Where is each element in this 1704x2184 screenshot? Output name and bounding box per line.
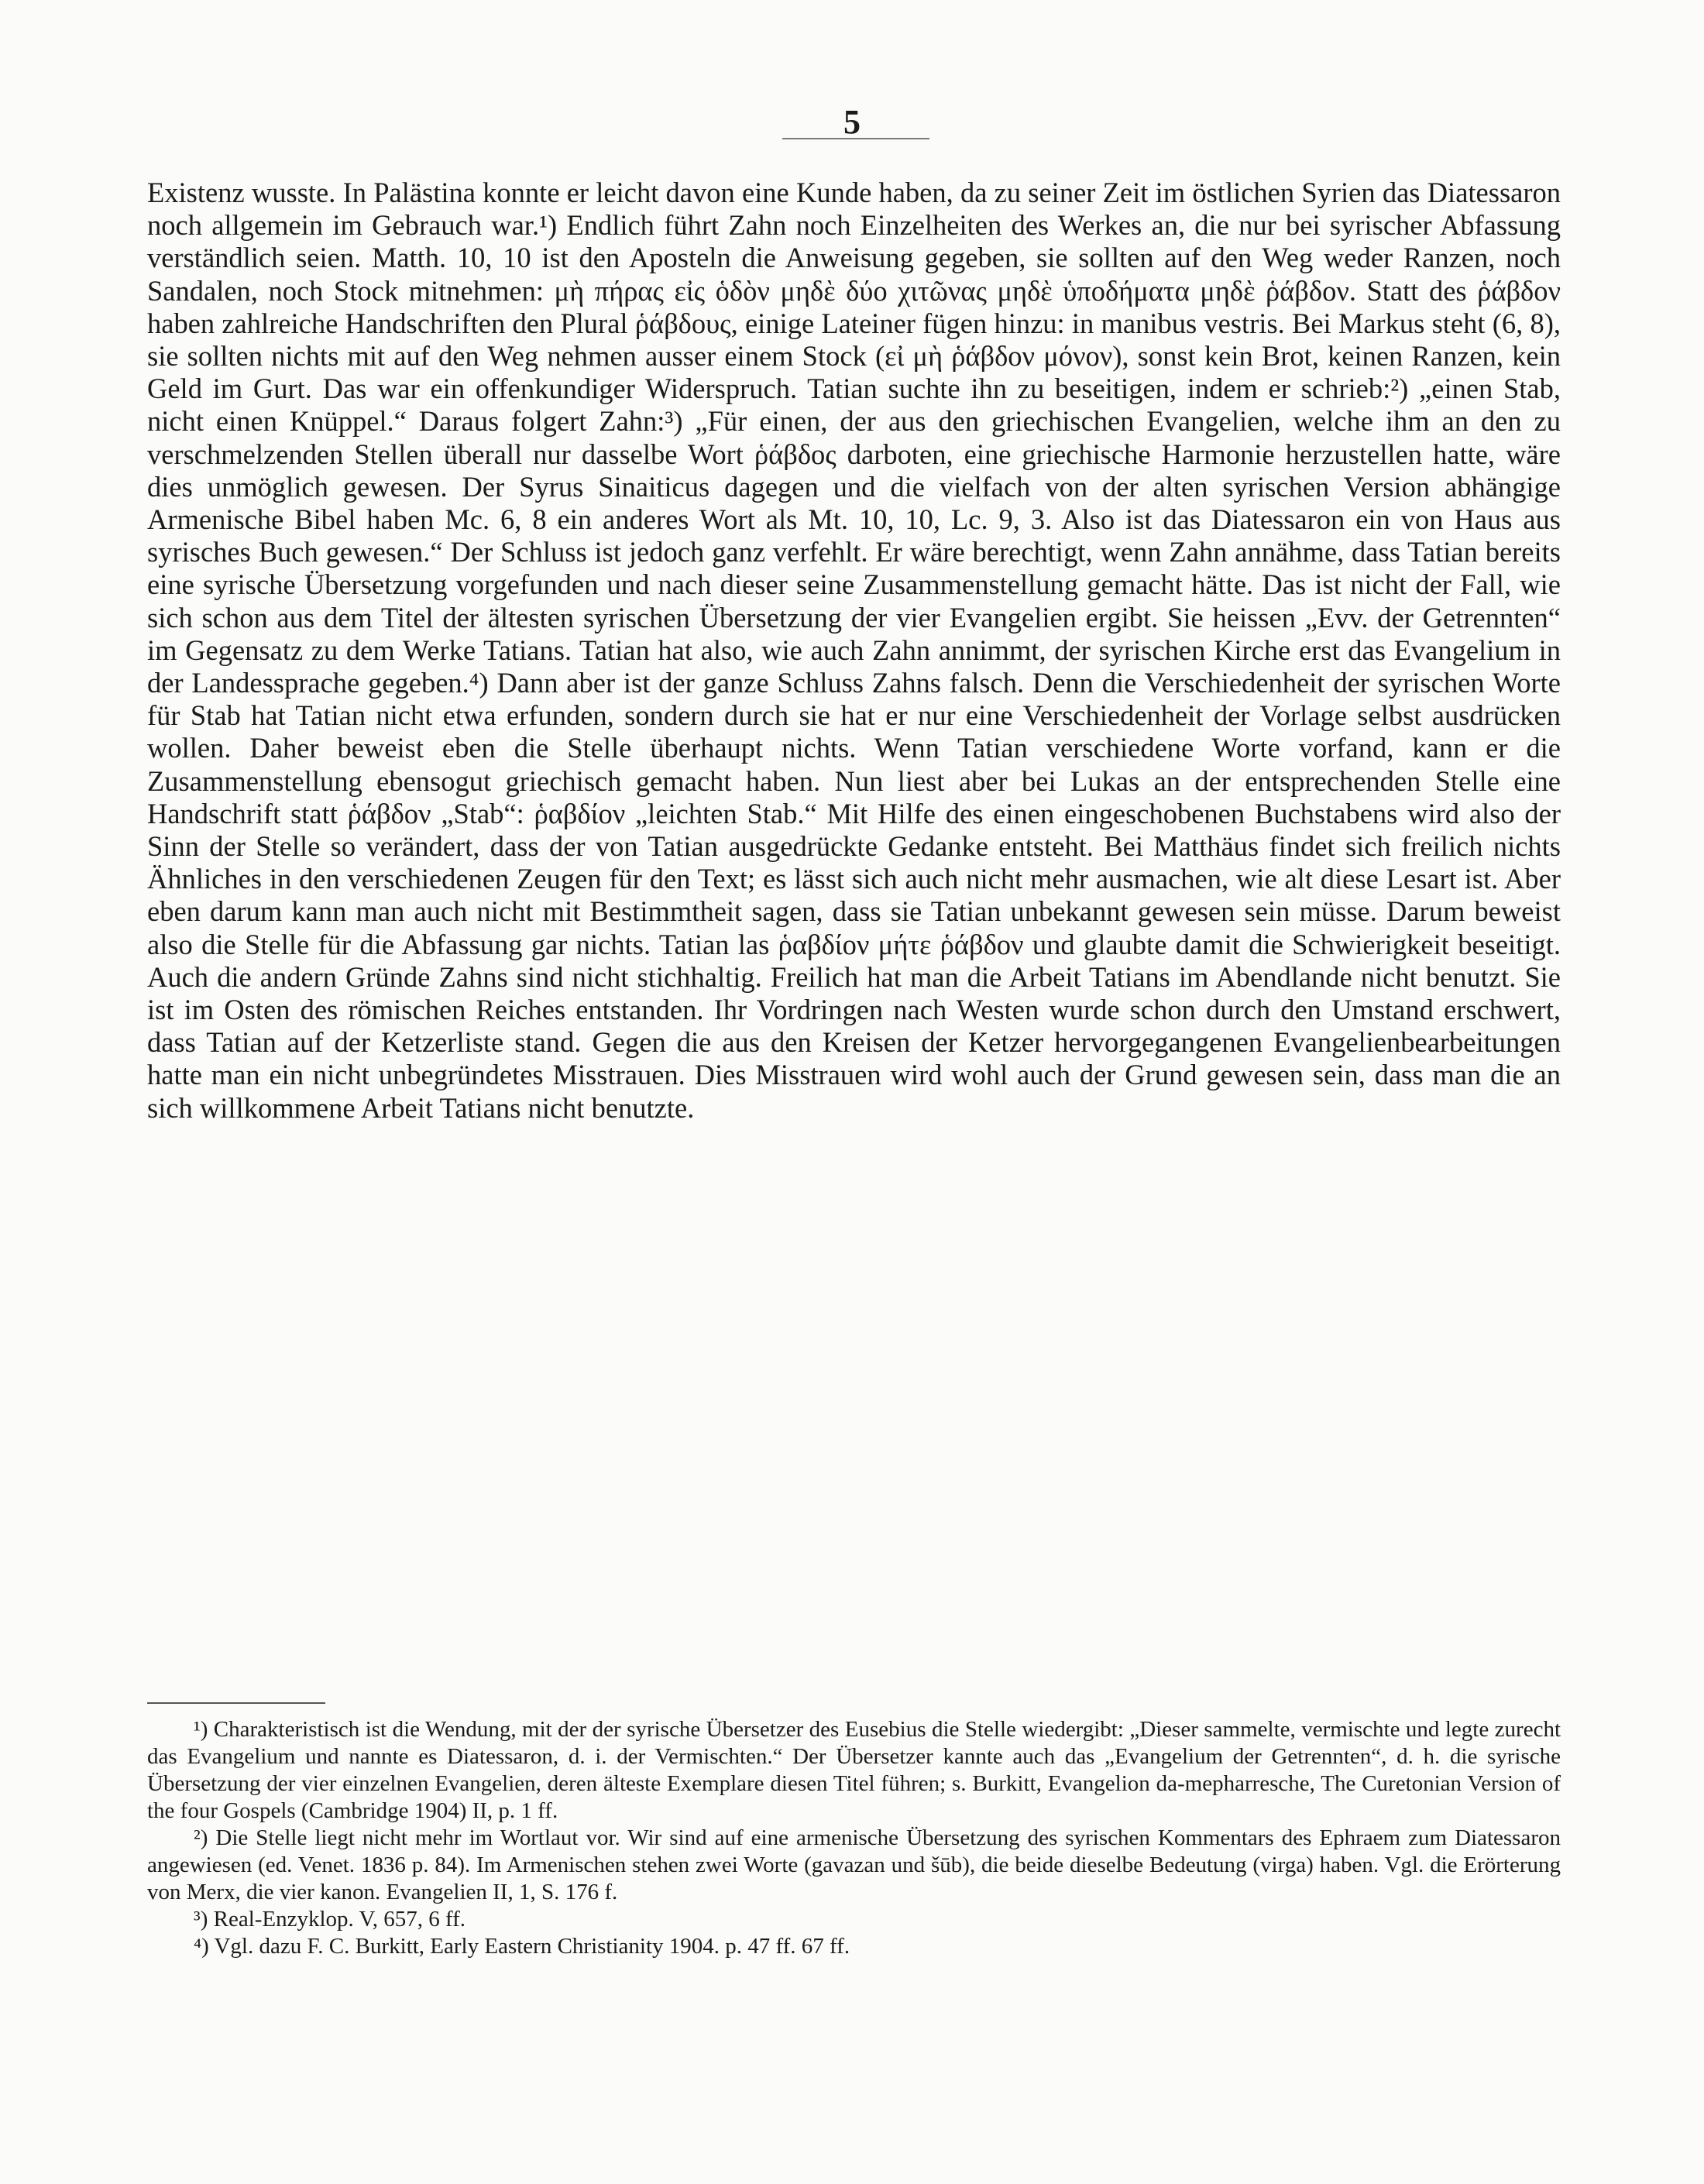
footnote-rule bbox=[147, 1702, 325, 1704]
footnote-3: ³) Real-Enzyklop. V, 657, 6 ff. bbox=[194, 1907, 466, 1932]
footnote-2: ²) Die Stelle liegt nicht mehr im Wortlaut vor. Wir sind auf eine armenische Übersetzung des syrischen Kommentars des Ephraem zum Diatessaron angewiesen (ed. Venet. 1836 p. 84). Im Armenischen stehen zwei Worte (gavazan und šūb), die beide dieselbe Bedeutung (virga) haben. Vgl. die Erörterung von Merx, die vier kanon. Evangelien II, 1, S. 176 f. bbox=[147, 1825, 1561, 1904]
body-text: Existenz wusste. In Palästina konnte er leicht davon eine Kunde haben, da zu seiner Zeit im östlichen Syrien das Diatessaron noch allgemein im Gebrauch war.¹) Endlich führt Zahn noch Einzelheiten des Werkes an, die nur bei syrischer Abfassung verständlich seien. Matth. 10, 10 ist den Aposteln die Anweisung gegeben, sie sollten auf den Weg weder Ranzen, noch Sandalen, noch Stock mitnehmen: μὴ πήρας εἰς ὁδὸν μηδὲ δύο χιτῶνας μηδὲ ὑποδήματα μηδὲ ῥάβδον. Statt des ῥάβδον haben zahlreiche Handschriften den Plural ῥάβδους, einige Lateiner fügen hinzu: in manibus vestris. Bei Markus steht (6, 8), sie sollten nichts mit auf den Weg nehmen ausser einem Stock (εἰ μὴ ῥάβδον μόνον), sonst kein Brot, keinen Ranzen, kein Geld im Gurt. Das war ein offenkundiger Widerspruch. Tatian suchte ihn zu beseitigen, indem er schrieb:²) „einen Stab, nicht einen Knüppel.“ Daraus folgert Zahn:³) „Für einen, der aus den griechischen Evangelien, welche ihm an den zu verschmelzenden Stellen überall nur dasselbe Wort ῥάβδος darboten, eine griechische Harmonie herzustellen hatte, wäre dies unmöglich gewesen. Der Syrus Sinaiticus dagegen und die vielfach von der alten syrischen Version abhängige Armenische Bibel haben Mc. 6, 8 ein anderes Wort als Mt. 10, 10, Lc. 9, 3. Also ist das Diatessaron ein von Haus aus syrisches Buch gewesen.“ Der Schluss ist jedoch ganz verfehlt. Er wäre berechtigt, wenn Zahn annähme, dass Tatian bereits eine syrische Übersetzung vorgefunden und nach dieser seine Zusammenstellung gemacht hätte. Das ist nicht der Fall, wie sich schon aus dem Titel der ältesten syrischen Übersetzung der vier Evangelien ergibt. Sie heissen „Evv. der Getrennten“ im Gegensatz zu dem Werke Tatians. Tatian hat also, wie auch Zahn annimmt, der syrischen Kirche erst das Evangelium in der Landessprache gegeben.⁴) Dann aber ist der ganze Schluss Zahns falsch. Denn die Verschiedenheit der syrischen Worte für Stab hat Tatian nicht etwa erfunden, sondern durch sie hat er nur eine Verschiedenheit der Vorlage selbst ausdrücken wollen. Daher beweist eben die Stelle überhaupt nichts. Wenn Tatian verschiedene Worte vorfand, kann er die Zusammenstellung ebensogut griechisch gemacht haben. Nun liest aber bei Lukas an der entsprechenden Stelle eine Handschrift statt ῥάβδον „Stab“: ῥαβδίον „leichten Stab.“ Mit Hilfe des einen eingeschobenen Buchstabens wird also der Sinn der Stelle so verändert, dass der von Tatian ausgedrückte Gedanke entsteht. Bei Matthäus findet sich freilich nichts Ähnliches in den verschiedenen Zeugen für den Text; es lässt sich auch nicht mehr ausmachen, wie alt diese Lesart ist. Aber eben darum kann man auch nicht mit Bestimmtheit sagen, dass sie Tatian unbekannt gewesen sein müsse. Darum beweist also die Stelle für die Abfassung gar nichts. Tatian las ῥαβδίον μήτε ῥάβδον und glaubte damit die Schwierigkeit beseitigt. Auch die andern Gründe Zahns sind nicht stichhaltig. Freilich hat man die Arbeit Tatians im Abendlande nicht benutzt. Sie ist im Osten des römischen Reiches entstanden. Ihr Vordringen nach Westen wurde schon durch den Umstand erschwert, dass Tatian auf der Ketzerliste stand. Gegen die aus den Kreisen der Ketzer hervorgegangenen Evangelienbearbeitungen hatte man ein nicht unbegründetes Misstrauen. Dies Misstrauen wird wohl auch der Grund gewesen sein, dass man die an sich willkommene Arbeit Tatians nicht benutzte. bbox=[147, 177, 1561, 1124]
footnote-1: ¹) Charakteristisch ist die Wendung, mit der der syrische Übersetzer des Eusebius die Stelle wiedergibt: „Dieser sammelte, vermischte und legte zurecht das Evangelium und nannte es Diatessaron, d. i. der Vermischten.“ Der Übersetzer kannte auch das „Evangelium der Getrennten“, d. h. die syrische Übersetzung der vier einzelnen Evangelien, deren älteste Exemplare diesen Titel führen; s. Burkitt, Evangelion da-mepharresche, The Curetonian Version of the four Gospels (Cambridge 1904) II, p. 1 ff. bbox=[147, 1717, 1561, 1823]
footnotes bbox=[147, 1716, 1561, 1960]
footnote-4: ⁴) Vgl. dazu F. C. Burkitt, Early Eastern Christianity 1904. p. 47 ff. 67 ff. bbox=[194, 1934, 850, 1959]
page-number: 5 bbox=[843, 103, 861, 141]
header-rule bbox=[782, 138, 929, 139]
